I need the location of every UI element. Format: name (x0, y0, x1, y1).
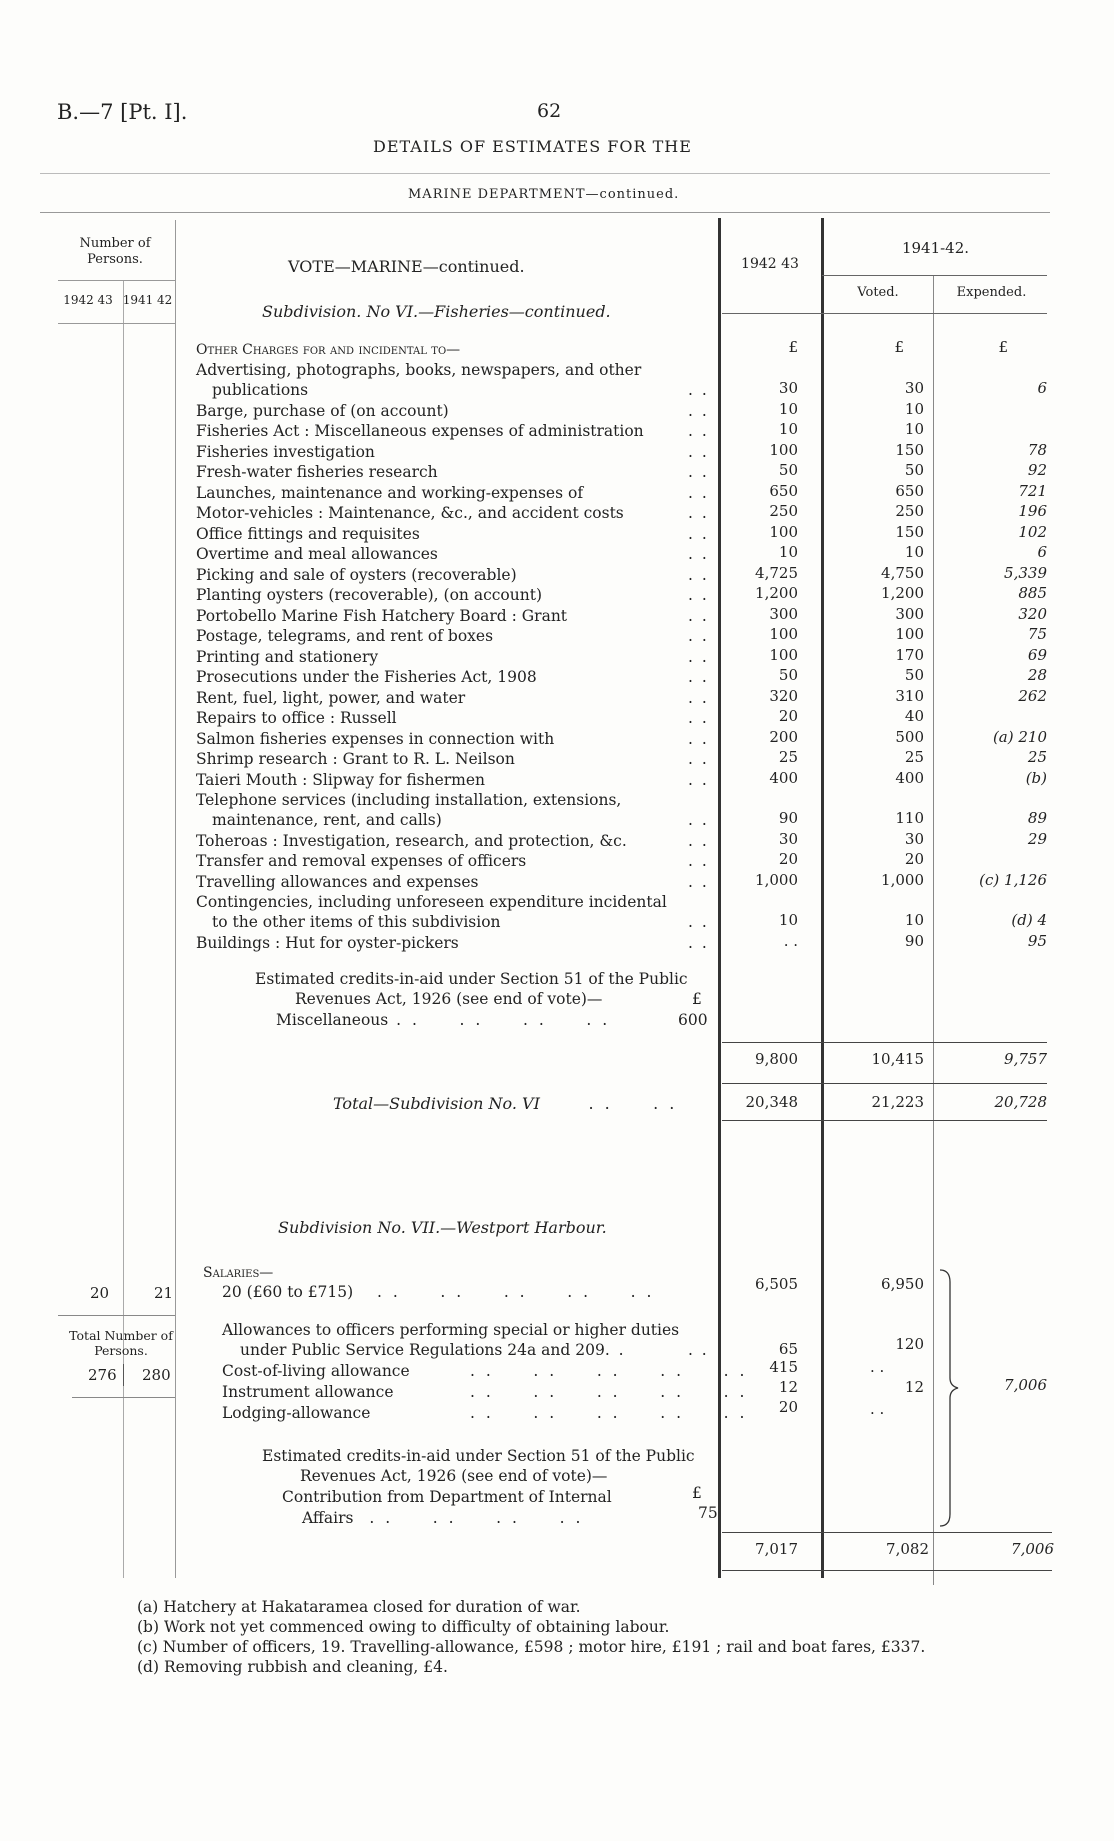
item-value-v42: 100 (769, 625, 798, 643)
leader-dots: . . . . . . . . . . (470, 1383, 748, 1401)
item-value-v42: . . (783, 931, 798, 950)
item-value-voted: 310 (895, 686, 924, 705)
item-label: Planting oysters (recoverable), (on account) (196, 586, 543, 604)
section-heading: Salaries— (203, 1265, 274, 1281)
item-value-v42: 100 (769, 440, 798, 459)
leader-dots: . . (688, 647, 709, 666)
item-value-exp: 25 (1027, 748, 1047, 766)
item-value-voted: 50 (904, 666, 924, 684)
item-value-v42: 20 (778, 707, 798, 725)
item-value-v42: 90 (778, 809, 798, 827)
col-1941-heading: 1941-42. (901, 239, 970, 257)
item-value-voted: 10 (904, 420, 924, 438)
item-label-continued: to the other items of this subdivision (212, 913, 501, 931)
divider (40, 212, 1050, 213)
divider (722, 1083, 1047, 1084)
expended-heading: Expended. (956, 285, 1027, 300)
item-label: Overtime and meal allowances (196, 545, 438, 563)
leader-dots: . . (688, 668, 709, 686)
item-value-v42: 30 (778, 829, 798, 848)
credits-line: Revenues Act, 1926 (see end of vote)— (295, 990, 603, 1008)
item-value-voted: 300 (895, 604, 924, 623)
divider (822, 275, 1047, 276)
leader-dots: . . (688, 401, 709, 420)
voted-heading: Voted. (857, 285, 899, 300)
item-value-v42: 10 (778, 911, 798, 929)
item-value-v42: 200 (769, 727, 798, 746)
item-value-exp: 89 (1027, 809, 1047, 827)
total-expended: 20,728 (994, 1093, 1047, 1111)
leader-dots: . . (688, 831, 709, 850)
item-value-v42: 25 (778, 748, 798, 766)
item-value-voted: 650 (895, 481, 924, 500)
item-value-voted: 250 (895, 502, 924, 520)
subtotal-voted: 10,415 (871, 1050, 924, 1068)
leader-dots: . . (688, 586, 709, 604)
item-value-v42: 1,000 (755, 870, 798, 889)
item-value-exp: 885 (1018, 584, 1047, 602)
total-voted: 21,223 (871, 1093, 924, 1111)
credits-line: Contribution from Department of Internal (282, 1488, 612, 1506)
item-value-v42: 400 (769, 768, 798, 787)
item-value-exp: (d) 4 (1011, 911, 1047, 929)
subtotal-1942: 9,800 (755, 1050, 798, 1068)
total-1942: 20,348 (745, 1093, 798, 1111)
leader-dots: . . (688, 565, 709, 584)
item-label: Toheroas : Investigation, research, and protection, &c. (196, 831, 627, 850)
sub7-total-voted: 7,082 (886, 1540, 929, 1558)
allowance-1942: 65 (778, 1340, 798, 1358)
item-value-voted: 150 (895, 522, 924, 541)
item-value-exp: 92 (1027, 461, 1047, 479)
leader-dots: . . (688, 463, 709, 481)
divider (722, 313, 1047, 314)
item-value-v42: 10 (778, 420, 798, 438)
item-value-voted: 150 (895, 440, 924, 459)
pound-sign: £ (894, 338, 904, 356)
column-rule (123, 1364, 124, 1386)
item-label: Printing and stationery (196, 647, 379, 666)
item-value-v42: 100 (769, 645, 798, 664)
item-value-v42: 250 (769, 502, 798, 520)
item-value-exp: (a) 210 (992, 727, 1047, 746)
allowance-voted: 120 (895, 1335, 924, 1353)
pound-sign: £ (692, 990, 702, 1008)
leader-dots: . . (688, 524, 709, 543)
bracket-expended: 7,006 (1004, 1376, 1047, 1394)
leader-dots: . . (688, 627, 709, 645)
total-label: Total—Subdivision No. VI . . . . (333, 1094, 678, 1113)
leader-dots: . . (688, 545, 709, 563)
total-persons-1941: 280 (142, 1366, 171, 1384)
item-value-v42: 300 (769, 604, 798, 623)
item-label: Buildings : Hut for oyster-pickers (196, 933, 459, 952)
item-value-v42: 50 (778, 666, 798, 684)
item-label: Travelling allowances and expenses (196, 872, 479, 891)
divider (72, 1397, 175, 1398)
item-value-voted: 30 (904, 379, 924, 397)
item-value-voted: 500 (895, 727, 924, 746)
leader-dots: . . (688, 933, 709, 952)
salaries-voted: 6,950 (881, 1275, 924, 1293)
item-label: Rent, fuel, light, power, and water (196, 688, 466, 707)
credits-value: 75 (698, 1504, 718, 1522)
pound-sign: £ (692, 1484, 702, 1502)
total-persons-1942: 276 (88, 1366, 117, 1384)
lodging-1942: 20 (778, 1398, 798, 1416)
subdivision-title: Subdivision No. VII.—Westport Harbour. (278, 1218, 607, 1237)
vote-title: VOTE—MARINE—continued. (288, 257, 525, 276)
item-label: Fisheries investigation (196, 442, 375, 461)
item-value-exp: 5,339 (1004, 563, 1047, 582)
item-value-voted: 1,000 (881, 870, 924, 889)
item-value-exp: 95 (1027, 931, 1047, 950)
brace-icon (938, 1268, 962, 1528)
salaries-item: 20 (£60 to £715) . . . . . . . . . . (222, 1283, 655, 1301)
leader-dots: . . (688, 606, 709, 625)
divider (40, 173, 1050, 174)
leader-dots: . . (688, 422, 709, 440)
section-heading: Other Charges for and incidental to— (196, 342, 461, 358)
item-label: Fresh-water fisheries research (196, 463, 438, 481)
item-value-voted: 400 (895, 768, 924, 787)
leader-dots: . . . . . . . . . . (470, 1404, 748, 1422)
persons-heading: Number of Persons. (79, 236, 151, 267)
leader-dots: . . (688, 688, 709, 707)
item-value-v42: 100 (769, 522, 798, 541)
allowance-line: under Public Service Regulations 24a and 209. . . . (240, 1341, 709, 1359)
item-value-voted: 170 (895, 645, 924, 664)
persons-1941: 21 (154, 1284, 174, 1302)
item-value-v42: 20 (778, 850, 798, 868)
footnote: (b) Work not yet commenced owing to difficulty of obtaining labour. (137, 1618, 670, 1636)
leader-dots: . . (688, 442, 709, 461)
item-value-exp: 6 (1037, 543, 1047, 561)
item-value-v42: 1,200 (755, 584, 798, 602)
credits-line: Revenues Act, 1926 (see end of vote)— (300, 1467, 608, 1485)
item-value-v42: 320 (769, 686, 798, 705)
cost-of-living-label: Cost-of-living allowance (222, 1362, 410, 1380)
item-label: Fisheries Act : Miscellaneous expenses of administration (196, 422, 644, 440)
instrument-label: Instrument allowance (222, 1383, 394, 1401)
item-label: Picking and sale of oysters (recoverable) (196, 565, 517, 584)
leader-dots: . . (688, 811, 709, 829)
column-rule (175, 220, 176, 1578)
persons-1942: 20 (90, 1284, 110, 1302)
item-value-exp: 262 (1018, 686, 1047, 705)
leader-dots: . . (688, 852, 709, 870)
divider (722, 1532, 1052, 1533)
item-value-voted: 40 (904, 707, 924, 725)
item-value-voted: 1,200 (881, 584, 924, 602)
pound-sign: £ (998, 338, 1008, 356)
persons-year-1941: 1941 42 (122, 293, 173, 307)
item-value-exp: 75 (1027, 625, 1047, 643)
item-label: Taieri Mouth : Slipway for fishermen (196, 770, 486, 789)
leader-dots: . . (688, 770, 709, 789)
leader-dots: . . (688, 872, 709, 891)
leader-dots: . . (688, 504, 709, 522)
item-label-continued: maintenance, rent, and calls) (212, 811, 442, 829)
item-value-v42: 10 (778, 399, 798, 418)
item-value-voted: 20 (904, 850, 924, 868)
persons-year-1942: 1942 43 (63, 293, 113, 307)
item-value-voted: 100 (895, 625, 924, 643)
item-label: Portobello Marine Fish Hatchery Board : Grant (196, 606, 568, 625)
item-value-voted: 10 (904, 543, 924, 561)
column-rule (821, 218, 824, 1578)
divider (722, 1042, 1047, 1043)
item-label: Office fittings and requisites (196, 524, 420, 543)
item-label: Telephone services (including installation, extensions, (196, 791, 622, 809)
item-value-v42: 10 (778, 543, 798, 561)
leader-dots: . . (688, 750, 709, 768)
item-value-voted: 110 (895, 809, 924, 827)
item-value-exp: 78 (1027, 440, 1047, 459)
item-value-v42: 4,725 (755, 563, 798, 582)
item-value-exp: 196 (1018, 502, 1047, 520)
cost-of-living-1942: 415 (769, 1358, 798, 1376)
item-value-voted: 30 (904, 829, 924, 848)
instrument-voted: 12 (904, 1378, 924, 1396)
divider (58, 280, 175, 281)
item-value-exp: 320 (1018, 604, 1047, 623)
page-number: 62 (537, 100, 562, 122)
instrument-1942: 12 (778, 1378, 798, 1396)
item-label: Launches, maintenance and working-expenses of (196, 483, 584, 502)
item-label: Shrimp research : Grant to R. L. Neilson (196, 750, 515, 768)
credits-line: Estimated credits-in-aid under Section 51 of the Public (262, 1447, 695, 1465)
sub7-total-1942: 7,017 (755, 1540, 798, 1558)
leader-dots: . . (688, 381, 709, 399)
item-value-exp: 721 (1018, 481, 1047, 500)
item-value-voted: 25 (904, 748, 924, 766)
leader-dots: . . (688, 913, 709, 931)
leader-dots: . . (688, 483, 709, 502)
leader-dots: . . . . . . . . . . (470, 1362, 748, 1380)
item-label: Contingencies, including unforeseen expenditure incidental (196, 893, 667, 911)
subdivision-title: Subdivision. No VI.—Fisheries—continued. (262, 302, 611, 321)
item-value-exp: (c) 1,126 (979, 870, 1047, 889)
item-label: Repairs to office : Russell (196, 709, 397, 727)
col-1942-heading: 1942 43 (741, 256, 799, 272)
divider (58, 1315, 175, 1316)
lodging-label: Lodging-allowance (222, 1404, 371, 1422)
item-value-exp: 28 (1027, 666, 1047, 684)
leader-dots: . . (688, 709, 709, 727)
item-value-voted: 10 (904, 399, 924, 418)
item-value-exp: 102 (1018, 522, 1047, 541)
cost-of-living-voted: . . (870, 1358, 885, 1376)
pound-sign: £ (788, 338, 798, 356)
item-label: Motor-vehicles : Maintenance, &c., and accident costs (196, 504, 624, 522)
item-value-voted: 50 (904, 461, 924, 479)
item-value-v42: 30 (778, 379, 798, 397)
total-persons-heading: Total Number of Persons. (69, 1328, 173, 1358)
credits-line: Affairs . . . . . . . . (302, 1509, 584, 1527)
item-value-voted: 10 (904, 911, 924, 929)
column-rule (933, 275, 934, 1585)
item-value-voted: 90 (904, 931, 924, 950)
item-label: Salmon fisheries expenses in connection with (196, 729, 555, 748)
item-label: Transfer and removal expenses of officers (196, 852, 527, 870)
item-value-v42: 50 (778, 461, 798, 479)
divider (58, 323, 175, 324)
item-label: Prosecutions under the Fisheries Act, 1908 (196, 668, 537, 686)
footnote: (c) Number of officers, 19. Travelling-allowance, £598 ; motor hire, £191 ; rail and boat fares, £337. (137, 1638, 926, 1656)
divider (722, 1120, 1047, 1121)
item-label: Postage, telegrams, and rent of boxes (196, 627, 494, 645)
item-value-exp: 69 (1027, 645, 1047, 664)
item-label: Barge, purchase of (on account) (196, 401, 449, 420)
allowance-line: Allowances to officers performing special or higher duties (222, 1321, 680, 1339)
item-label: Advertising, photographs, books, newspapers, and other (196, 361, 642, 379)
credits-value: 600 (678, 1011, 708, 1029)
item-value-exp: 6 (1037, 379, 1047, 397)
item-value-voted: 4,750 (881, 563, 924, 582)
credits-line: Estimated credits-in-aid under Section 51 of the Public (255, 970, 688, 988)
document-code: B.—7 [Pt. I]. (57, 100, 188, 124)
item-value-exp: 29 (1027, 829, 1047, 848)
item-value-exp: (b) (1025, 768, 1047, 787)
credits-item: Miscellaneous . . . . . . . . (276, 1011, 611, 1029)
salaries-1942: 6,505 (755, 1275, 798, 1293)
department-title: MARINE DEPARTMENT—continued. (408, 187, 680, 202)
footnote: (d) Removing rubbish and cleaning, £4. (137, 1658, 448, 1676)
item-label-continued: publications (212, 381, 309, 399)
item-value-v42: 650 (769, 481, 798, 500)
divider (722, 1570, 1052, 1571)
leader-dots: . . (688, 729, 709, 748)
sub7-total-expended: 7,006 (1011, 1540, 1054, 1558)
subtotal-expended: 9,757 (1004, 1050, 1047, 1068)
page-title: DETAILS OF ESTIMATES FOR THE (373, 137, 692, 156)
footnote: (a) Hatchery at Hakataramea closed for duration of war. (137, 1598, 581, 1616)
lodging-voted: . . (870, 1400, 885, 1418)
